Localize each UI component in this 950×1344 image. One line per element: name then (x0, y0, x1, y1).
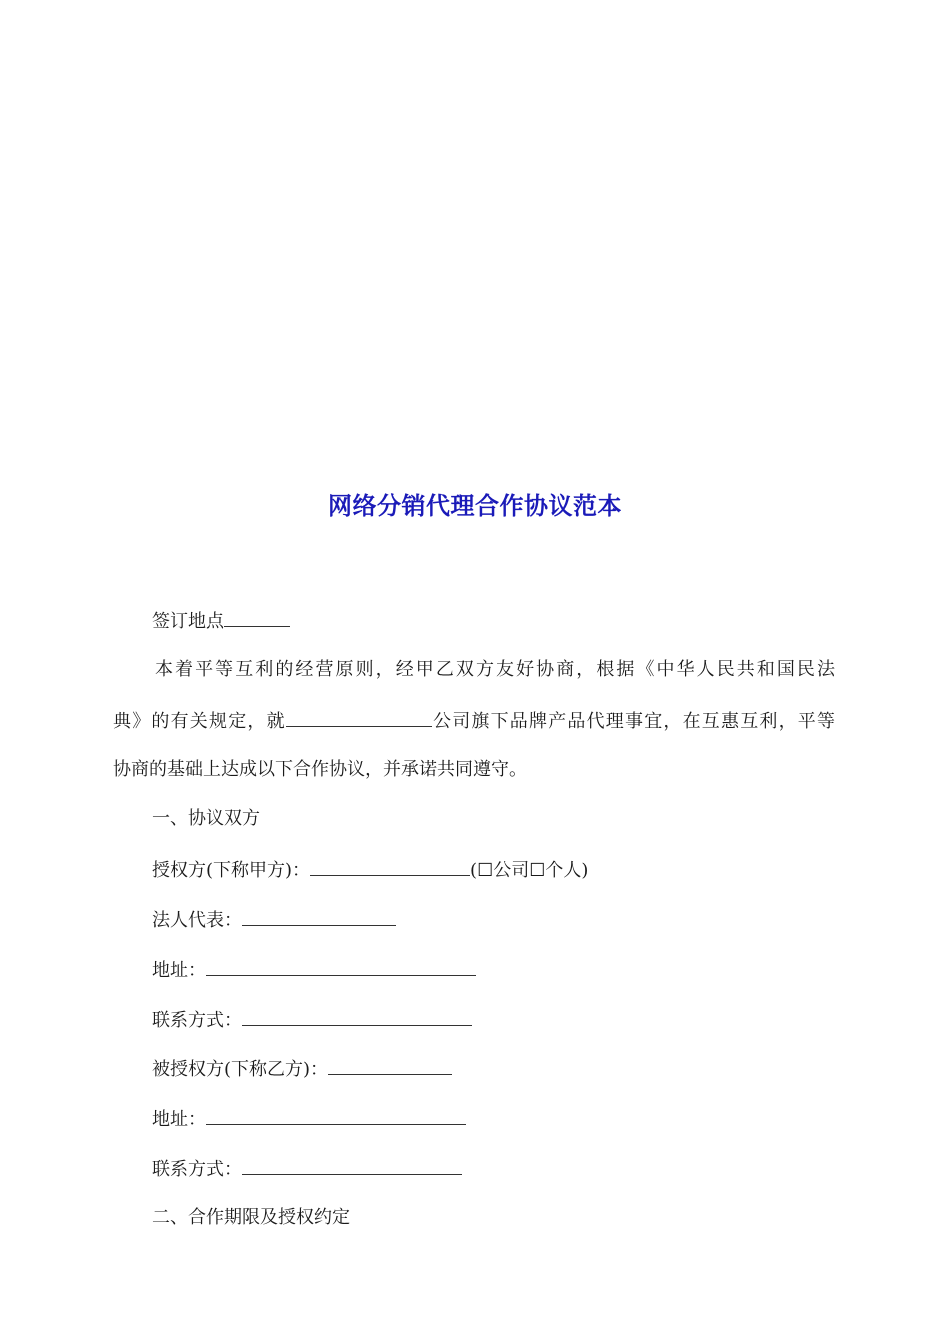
section-1-heading: 一、协议双方 (152, 808, 260, 829)
party-a-contact-line (152, 1007, 472, 1033)
party-b-address-line (152, 1106, 466, 1132)
legal-rep-label: 法人代表： (152, 910, 242, 931)
party-b-blank (328, 1056, 452, 1075)
intro-line-3: 协商的基础上达成以下合作协议，并承诺共同遵守。 (113, 759, 527, 780)
legal-rep-line (152, 907, 396, 933)
company-name-blank (286, 708, 432, 727)
signing-place-line (152, 608, 290, 634)
party-a-line (152, 857, 588, 883)
party-a-address-line (152, 957, 476, 983)
legal-rep-blank (242, 907, 396, 926)
signing-place-label: 签订地点 (152, 611, 224, 632)
party-b-line (152, 1056, 452, 1082)
address-label: 地址： (152, 1109, 206, 1130)
intro-line-1: 本着平等互利的经营原则，经甲乙双方友好协商，根据《中华人民共和国民法 (155, 659, 835, 680)
party-a-type: (☐公司☐个人) (470, 860, 589, 881)
party-b-label: 被授权方(下称乙方)： (152, 1059, 329, 1080)
contact-label: 联系方式： (152, 1159, 242, 1180)
intro-line-2-start: 典》的有关规定，就 (113, 711, 286, 732)
party-a-blank (310, 857, 470, 876)
party-a-label: 授权方(下称甲方)： (152, 860, 311, 881)
party-b-contact-blank (242, 1156, 462, 1175)
section-2-heading: 二、合作期限及授权约定 (152, 1207, 350, 1228)
intro-line-2 (113, 708, 835, 734)
party-b-contact-line (152, 1156, 462, 1182)
address-label: 地址： (152, 960, 206, 981)
party-a-address-blank (206, 957, 476, 976)
party-b-address-blank (206, 1106, 466, 1125)
document-title: 网络分销代理合作协议范本 (328, 491, 622, 520)
signing-place-blank (224, 608, 290, 627)
party-a-contact-blank (242, 1007, 472, 1026)
contact-label: 联系方式： (152, 1010, 242, 1031)
intro-line-2-end: 公司旗下品牌产品代理事宜，在互惠互利，平等 (431, 711, 836, 732)
